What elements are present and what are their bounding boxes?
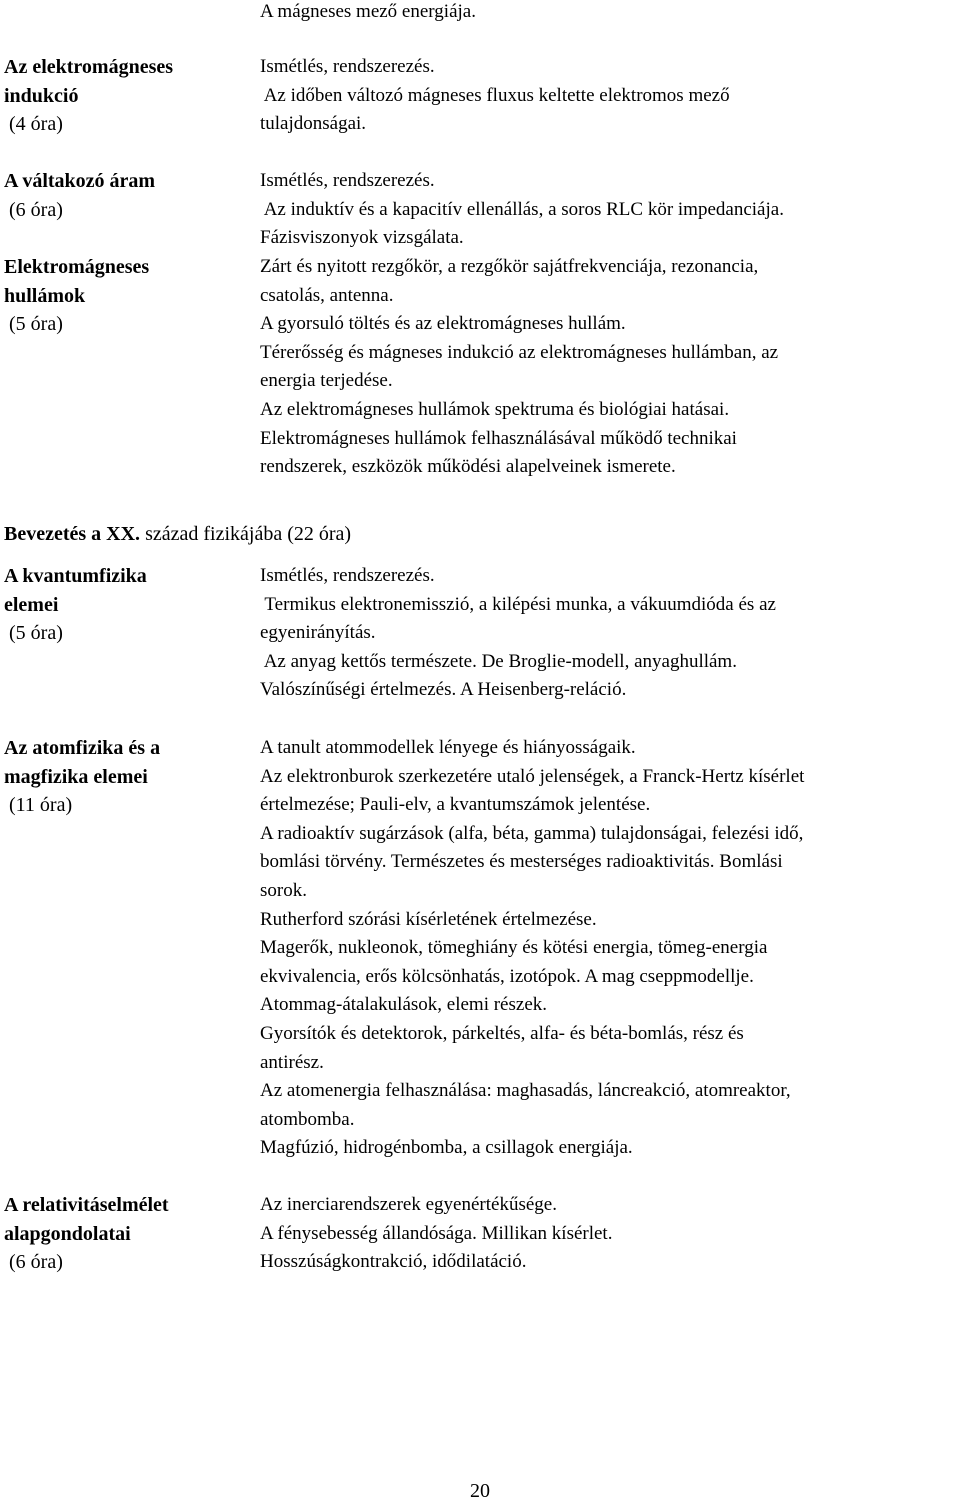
content-cell <box>260 562 950 705</box>
content-line: Az atomenergia felhasználása: maghasadás, láncreakció, atomreaktor, <box>260 1080 791 1102</box>
content-line: atombomba. <box>260 1108 355 1130</box>
topic-title-line: Az elektromágneses <box>4 56 174 78</box>
topic-cell <box>4 253 254 339</box>
topic-title-line: indukció <box>4 84 79 107</box>
content-line: Az időben változó mágneses fluxus keltette elektromos mező <box>260 84 730 106</box>
topic-title-line: Elektromágneses <box>4 256 150 278</box>
topic-title-line: hullámok <box>4 284 86 307</box>
topic-hours: (5 óra) <box>9 313 63 336</box>
topic-cell <box>4 1191 254 1277</box>
content-cell <box>260 253 950 482</box>
content-line: A radioaktív sugárzások (alfa, béta, gamma) tulajdonságai, felezési idő, <box>260 822 804 844</box>
content-cell <box>260 53 950 139</box>
content-line: Ismétlés, rendszerezés. <box>260 565 435 586</box>
topic-title-line: A váltakozó áram <box>4 170 156 192</box>
section-title-rest: század fizikájába (22 óra) <box>140 523 352 545</box>
content-line: Termikus elektronemisszió, a kilépési munka, a vákuumdióda és az <box>260 593 776 615</box>
content-line: energia terjedése. <box>260 370 393 392</box>
content-line: Valószínűségi értelmezés. A Heisenberg-reláció. <box>260 679 627 701</box>
content-line: A tanult atommodellek lényege és hiányosságaik. <box>260 737 636 758</box>
content-line: Gyorsítók és detektorok, párkeltés, alfa- és béta-bomlás, rész és <box>260 1022 744 1044</box>
content-cell <box>260 167 950 253</box>
content-line: Magerők, nukleonok, tömeghiány és kötési energia, tömeg-energia <box>260 937 768 959</box>
page-number: 20 <box>470 1480 490 1502</box>
content-line: értelmezése; Pauli-elv, a kvantumszámok jelentése. <box>260 794 651 816</box>
content-line: Atommag-átalakulások, elemi részek. <box>260 994 548 1016</box>
top-line-text: A mágneses mező energiája. <box>260 1 476 22</box>
content-line: tulajdonságai. <box>260 113 367 135</box>
topic-cell <box>4 562 254 648</box>
content-line: Ismétlés, rendszerezés. <box>260 56 435 77</box>
section-title <box>4 523 351 546</box>
topic-title-line: magfizika elemei <box>4 765 148 788</box>
content-cell <box>260 1191 950 1277</box>
content-line: Az elektronburok szerkezetére utaló jelenségek, a Franck-Hertz kísérlet <box>260 765 805 787</box>
content-line: Az induktív és a kapacitív ellenállás, a soros RLC kör impedanciája. <box>260 198 784 220</box>
topic-title-line: alapgondolatai <box>4 1222 131 1245</box>
topic-title-line: Az atomfizika és a <box>4 737 161 759</box>
topic-hours: (6 óra) <box>9 1251 63 1274</box>
content-line: ekvivalencia, erős kölcsönhatás, izotópok. A mag cseppmodellje. <box>260 965 754 987</box>
content-line: egyenirányítás. <box>260 622 376 644</box>
topic-hours: (5 óra) <box>9 622 63 645</box>
top-line <box>260 0 950 27</box>
content-cell <box>260 734 950 1163</box>
topic-title-line: A relativitáselmélet <box>4 1194 169 1216</box>
section-title-bold: Bevezetés a XX. <box>4 523 141 545</box>
topic-title-line: A kvantumfizika <box>4 565 147 587</box>
content-line: Elektromágneses hullámok felhasználásával működő technikai <box>260 427 737 449</box>
content-line: csatolás, antenna. <box>260 284 394 306</box>
content-line: Magfúzió, hidrogénbomba, a csillagok energiája. <box>260 1137 633 1159</box>
content-line: Az anyag kettős természete. De Broglie-modell, anyaghullám. <box>260 650 737 672</box>
topic-hours: (4 óra) <box>9 113 63 136</box>
content-line: Hosszúságkontrakció, idődilatáció. <box>260 1251 527 1273</box>
content-line: A gyorsuló töltés és az elektromágneses hullám. <box>260 313 626 335</box>
content-line: antirész. <box>260 1051 324 1073</box>
content-line: Ismétlés, rendszerezés. <box>260 170 435 191</box>
content-line: Rutherford szórási kísérletének értelmezése. <box>260 908 597 930</box>
topic-cell <box>4 53 254 139</box>
content-line: Az inerciarendszerek egyenértékűsége. <box>260 1194 557 1215</box>
content-line: rendszerek, eszközök működési alapelveinek ismerete. <box>260 456 676 478</box>
topic-hours: (11 óra) <box>9 794 73 817</box>
content-line: A fénysebesség állandósága. Millikan kísérlet. <box>260 1222 613 1244</box>
topic-cell <box>4 167 254 224</box>
content-line: sorok. <box>260 879 307 901</box>
content-line: Zárt és nyitott rezgőkör, a rezgőkör sajátfrekvenciája, rezonancia, <box>260 256 759 277</box>
content-line: bomlási törvény. Természetes és mesterséges radioaktivitás. Bomlási <box>260 851 783 873</box>
topic-title-line: elemei <box>4 593 59 616</box>
content-line: Térerősség és mágneses indukció az elektromágneses hullámban, az <box>260 341 779 363</box>
topic-cell <box>4 734 254 820</box>
content-line: Fázisviszonyok vizsgálata. <box>260 227 464 249</box>
topic-hours: (6 óra) <box>9 198 63 221</box>
content-line: Az elektromágneses hullámok spektruma és biológiai hatásai. <box>260 398 730 420</box>
